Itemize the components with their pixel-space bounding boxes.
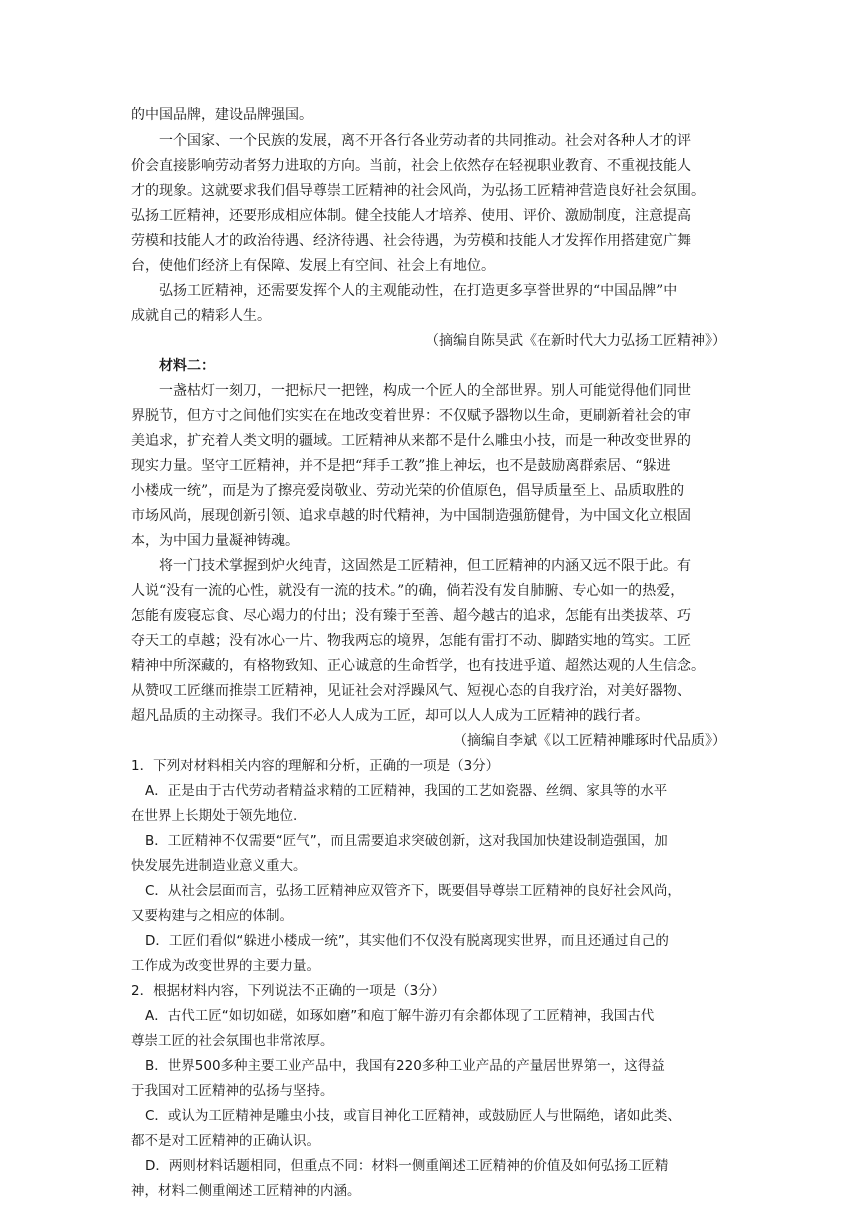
material2-line: 本，为中国力量凝神铸魂。: [131, 533, 299, 549]
material2-line: 市场风尚，展现创新引领、追求卓越的时代精神，为中国制造强筋健骨，为中国文化立根固: [131, 508, 691, 524]
option-line: B．工匠精神不仅需要“匠气”，而且需要追求突破创新，这对我国加快建设制造强国，加: [145, 833, 668, 849]
material2-line: 界脱节，但方寸之间他们实实在在地改变着世界：不仅赋予器物以生命，更刷新着社会的审: [131, 408, 691, 424]
option-line: C．从社会层面而言，弘扬工匠精神应双管齐下，既要倡导尊崇工匠精神的良好社会风尚，: [145, 883, 681, 899]
material2-line: 一盏枯灯一刻刀，一把标尺一把锉，构成一个匠人的全部世界。别人可能觉得他们同世: [159, 383, 691, 399]
material2-line: 现实力量。坚守工匠精神，并不是把“拜手工教”推上神坛，也不是鼓励离群索居、“躲进: [131, 458, 671, 474]
option-line: 尊崇工匠的社会氛围也非常浓厚。: [131, 1033, 334, 1049]
material2-line: 小楼成一统”，而是为了擦亮爱岗敬业、劳动光荣的价值原色，倡导质量至上、品质取胜的: [131, 483, 685, 499]
material2-line: 从赞叹工匠继而推崇工匠精神，见证社会对浮躁风气、短视心态的自我疗治，对美好器物、: [131, 683, 691, 699]
material1-source: （摘编自陈昊武《在新时代大力弘扬工匠精神》）: [425, 333, 726, 349]
material2-source: （摘编自李斌《以工匠精神雕琢时代品质》）: [453, 733, 726, 749]
option-line: 于我国对工匠精神的弘扬与坚持。: [131, 1083, 334, 1099]
option-line: 又要构建与之相应的体制。: [131, 908, 293, 924]
material2-heading: 材料二：: [159, 358, 215, 374]
option-line: 在世界上长期处于领先地位.: [131, 808, 298, 824]
option-line: 都不是对工匠精神的正确认识。: [131, 1133, 320, 1149]
option-line: 快发展先进制造业意义重大。: [131, 858, 307, 874]
material1-line: 才的现象。这就要求我们倡导尊崇工匠精神的社会风尚，为弘扬工匠精神营造良好社会氛围。: [131, 183, 705, 199]
option-line: D．两则材料话题相同，但重点不同：材料一侧重阐述工匠精神的价值及如何弘扬工匠精: [145, 1158, 669, 1174]
material2-line: 美追求，扩充着人类文明的疆域。工匠精神从来都不是什么雕虫小技，而是一种改变世界的: [131, 433, 691, 449]
material1-line: 台，使他们经济上有保障、发展上有空间、社会上有地位。: [131, 258, 495, 274]
material1-line: 弘扬工匠精神，还要形成相应体制。健全技能人才培养、使用、评价、激励制度，注意提高: [131, 208, 691, 224]
option-line: 工作成为改变世界的主要力量。: [131, 958, 320, 974]
option-line: 神，材料二侧重阐述工匠精神的内涵。: [131, 1183, 361, 1199]
question-stem: 1．下列对材料相关内容的理解和分析，正确的一项是（3分）: [131, 758, 500, 774]
material1-line: 价会直接影响劳动者努力进取的方向。当前，社会上依然存在轻视职业教育、不重视技能人: [131, 158, 691, 174]
material2-line: 超凡品质的主动探寻。我们不必人人成为工匠，却可以人人成为工匠精神的践行者。: [131, 708, 649, 724]
option-line: D．工匠们看似“躲进小楼成一统”，其实他们不仅没有脱离现实世界，而且还通过自己的: [145, 933, 669, 949]
material1-line: 劳模和技能人才的政治待遇、经济待遇、社会待遇，为劳模和技能人才发挥作用搭建宽广舞: [131, 233, 691, 249]
material2-line: 精神中所深藏的，有格物致知、正心诚意的生命哲学，也有技进乎道、超然达观的人生信念。: [131, 658, 705, 674]
material2-line: 怎能有废寝忘食、尽心竭力的付出；没有臻于至善、超今越古的追求，怎能有出类拔萃、巧: [131, 608, 691, 624]
material2-line: 夺天工的卓越；没有冰心一片、物我两忘的境界，怎能有雷打不动、脚踏实地的笃实。工匠: [131, 633, 691, 649]
option-line: A．正是由于古代劳动者精益求精的工匠精神，我国的工艺如瓷器、丝绸、家具等的水平: [145, 783, 668, 799]
material1-line: 一个国家、一个民族的发展，离不开各行各业劳动者的共同推动。社会对各种人才的评: [159, 133, 691, 149]
option-line: A．古代工匠“如切如磋，如琢如磨”和庖丁解牛游刃有余都体现了工匠精神，我国古代: [145, 1008, 655, 1024]
material1-line: 弘扬工匠精神，还需要发挥个人的主观能动性，在打造更多享誉世界的“中国品牌”中: [159, 283, 678, 299]
option-line: C．或认为工匠精神是雕虫小技，或盲目神化工匠精神，或鼓励匠人与世隔绝，诸如此类、: [145, 1108, 681, 1124]
material2-line: 将一门技术掌握到炉火纯青，这固然是工匠精神，但工匠精神的内涵又远不限于此。有: [159, 558, 691, 574]
material2-line: 人说“没有一流的心性，就没有一流的技术。”的确，倘若没有发自肺腑、专心如一的热爱，: [131, 583, 685, 599]
option-line: B．世界500多种主要工业产品中，我国有220多种工业产品的产量居世界第一，这得益: [145, 1058, 665, 1074]
question-stem: 2．根据材料内容，下列说法不正确的一项是（3分）: [131, 983, 446, 999]
material1-line: 的中国品牌，建设品牌强国。: [131, 107, 313, 123]
material1-line: 成就自己的精彩人生。: [131, 308, 271, 324]
